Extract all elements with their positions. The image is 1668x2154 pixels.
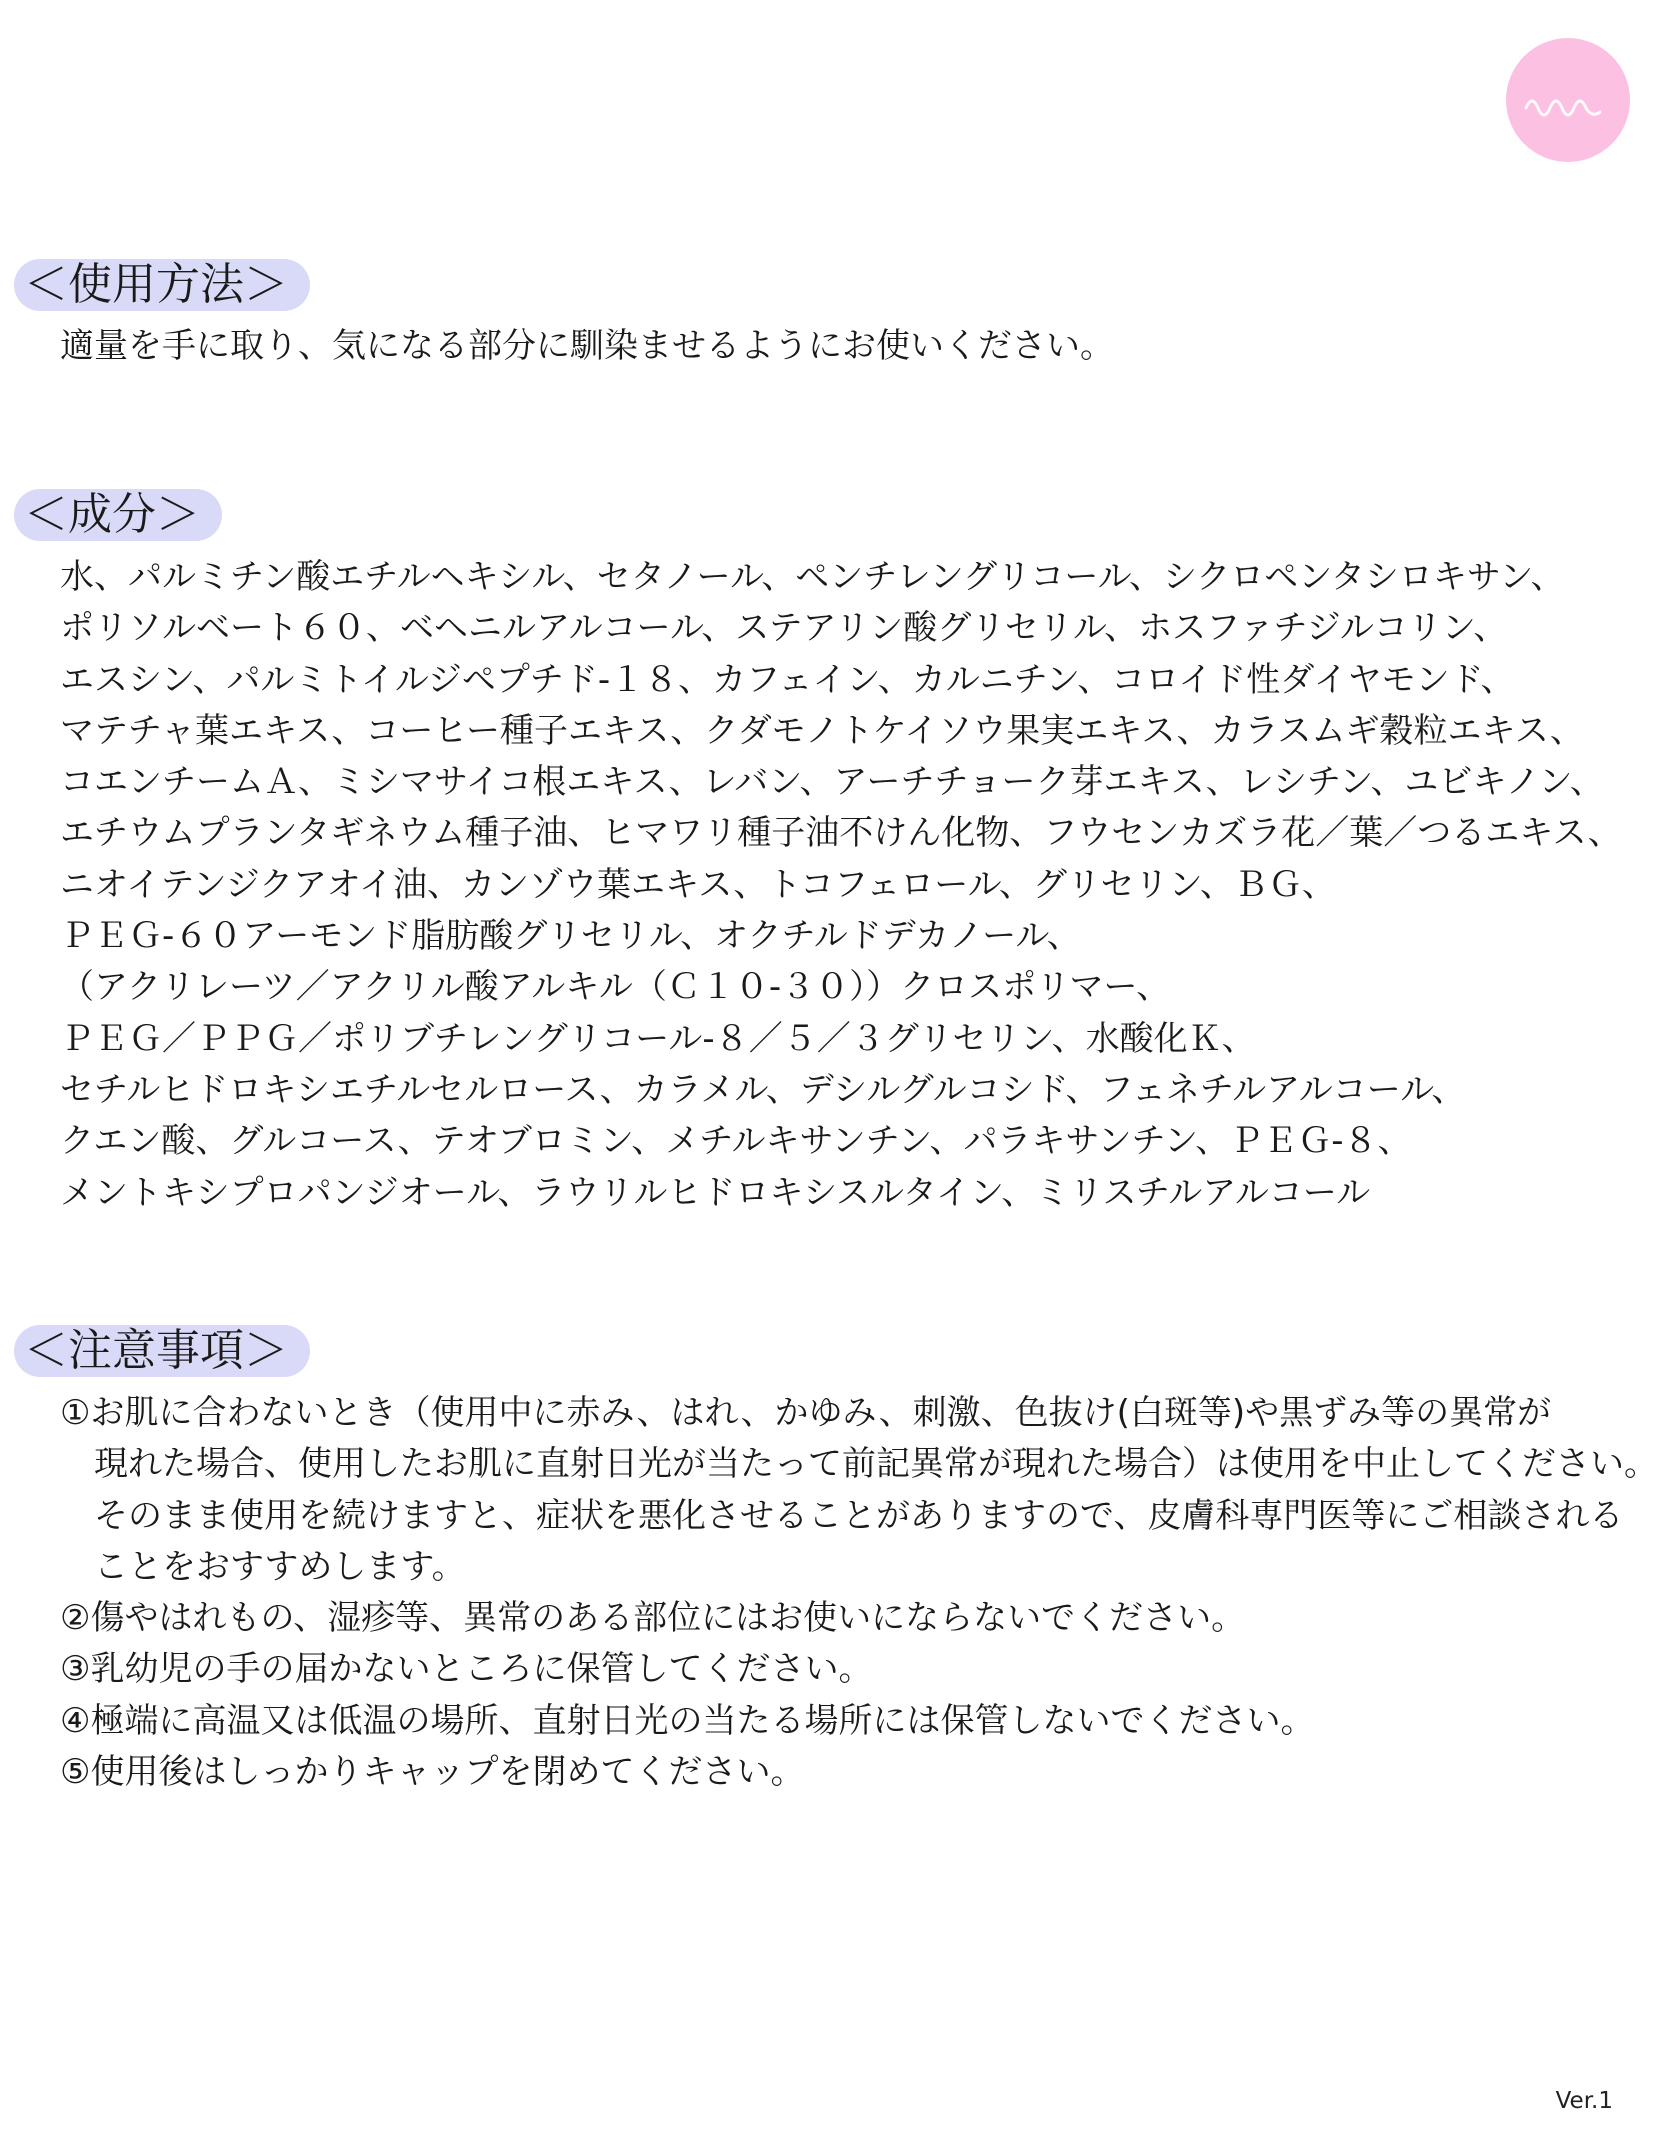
caution-item — [60, 1747, 1658, 1798]
cautions-heading: ＜注意事項＞ — [14, 1325, 310, 1377]
caution-line: 現れた場合、使用したお肌に直射日光が当たって前記異常が現れた場合）は使用を中止してください。 — [94, 1444, 1658, 1485]
ingredients-line: （アクリレーツ／アクリル酸アルキル（Ｃ１０-３０））クロスポリマー、 — [60, 967, 1171, 1008]
caution-item — [60, 1388, 1658, 1593]
mn-wave-logo-icon — [1506, 38, 1630, 162]
ingredients-line: エスシン、パルミトイルジペプチド-１８、カフェイン、カルニチン、コロイド性ダイヤモンド、 — [60, 659, 1515, 700]
ingredients-line: ＰＥＧ-６０アーモンド脂肪酸グリセリル、オクチルドデカノール、 — [60, 916, 1081, 957]
caution-line: ①お肌に合わないとき（使用中に赤み、はれ、かゆみ、刺激、色抜け(白斑等)や黒ずみ等の異常が — [60, 1393, 1552, 1433]
caution-line: ⑤使用後はしっかりキャップを閉めてください。 — [60, 1752, 805, 1793]
ingredients-line: コエンチームＡ、ミシマサイコ根エキス、レバン、アーチチョーク芽エキス、レシチン、ユビキノン、 — [60, 762, 1604, 803]
ingredients-line: マテチャ葉エキス、コーヒー種子エキス、クダモノトケイソウ果実エキス、カラスムギ穀粒エキス、 — [60, 710, 1584, 751]
ingredients-line: メントキシプロパンジオール、ラウリルヒドロキシスルタイン、ミリスチルアルコール — [60, 1172, 1371, 1213]
caution-line: ③乳幼児の手の届かないところに保管してください。 — [60, 1649, 873, 1690]
ingredients-list — [60, 552, 1622, 1219]
ingredients-line: ニオイテンジクアオイ油、カンゾウ葉エキス、トコフェロール、グリセリン、ＢＧ、 — [60, 864, 1336, 905]
usage-body: 適量を手に取り、気になる部分に馴染ませるようにお使いください。 — [60, 326, 1114, 366]
ingredients-line: 水、パルミチン酸エチルヘキシル、セタノール、ペンチレングリコール、シクロペンタシロキサン、 — [60, 557, 1565, 597]
caution-line: そのまま使用を続けますと、症状を悪化させることがありますので、皮膚科専門医等にご相談される — [94, 1495, 1624, 1536]
cautions-list — [60, 1388, 1658, 1798]
ingredients-line: エチウムプランタギネウム種子油、ヒマワリ種子油不けん化物、フウセンカズラ花／葉／つるエキス、 — [60, 813, 1622, 854]
caution-line: ②傷やはれもの、湿疹等、異常のある部位にはお使いにならないでください。 — [60, 1598, 1246, 1639]
caution-line: ④極端に高温又は低温の場所、直射日光の当たる場所には保管しないでください。 — [60, 1700, 1315, 1741]
caution-item — [60, 1696, 1658, 1747]
ingredients-line: クエン酸、グルコース、テオブロミン、メチルキサンチン、パラキサンチン、ＰＥＧ-８、 — [60, 1121, 1412, 1162]
caution-item — [60, 1644, 1658, 1695]
ingredients-line: セチルヒドロキシエチルセルロース、カラメル、デシルグルコシド、フェネチルアルコール、 — [60, 1069, 1466, 1110]
caution-line: ことをおすすめします。 — [94, 1546, 466, 1587]
ingredients-line: ポリソルベート６０、ベヘニルアルコール、ステアリン酸グリセリル、ホスファチジルコリン、 — [60, 608, 1508, 649]
caution-item — [60, 1593, 1658, 1644]
version-label: Ver.1 — [1555, 2088, 1613, 2114]
usage-heading: ＜使用方法＞ — [14, 259, 310, 311]
ingredients-heading: ＜成分＞ — [14, 489, 222, 541]
ingredients-line: ＰＥＧ／ＰＰＧ／ポリブチレングリコール-８／５／３グリセリン、水酸化Ｋ、 — [60, 1018, 1256, 1059]
